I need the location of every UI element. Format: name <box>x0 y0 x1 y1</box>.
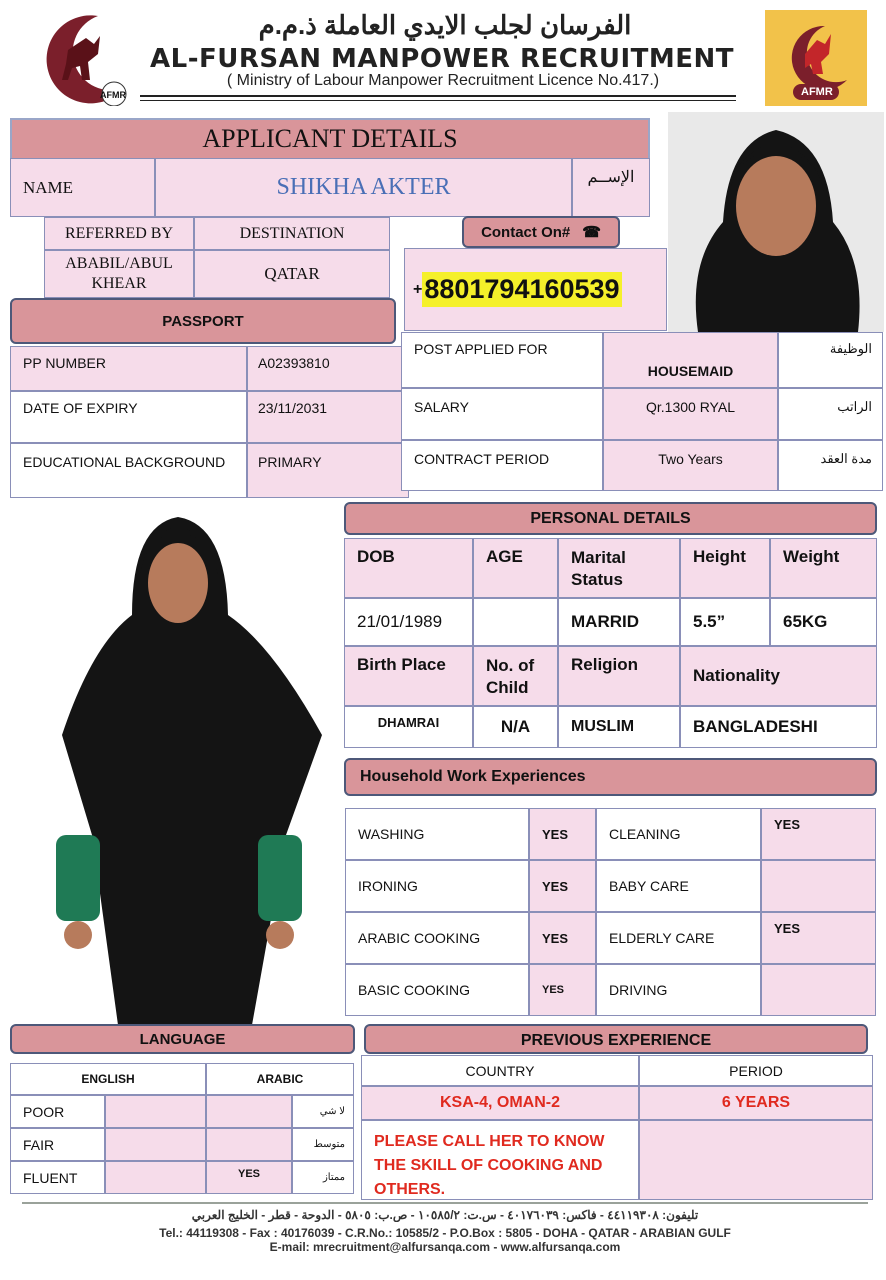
driving-value <box>761 964 876 1016</box>
weight-value: 65KG <box>770 598 877 646</box>
previous-experience-title: PREVIOUS EXPERIENCE <box>364 1024 868 1054</box>
marital-label: Marital Status <box>558 538 680 598</box>
contact-number[interactable]: 8801794160539 <box>422 272 621 307</box>
lang-fair-arabic <box>206 1128 292 1161</box>
salary-value: Qr.1300 RYAL <box>603 388 778 440</box>
lang-fluent-arabic-label: ممتاز <box>292 1161 354 1194</box>
header-rule <box>140 95 736 97</box>
birth-place-label: Birth Place <box>344 646 473 706</box>
ironing-label: IRONING <box>345 860 529 912</box>
country-header: COUNTRY <box>361 1055 639 1086</box>
footer-arabic-line: تليفون: ٤٤١١٩٣٠٨ - فاكس: ٤٠١٧٦٠٣٩ - س.ت: ١٠٥٨٥/٢ - ص.ب: ٥٨٠٥ - الدوحة - قطر - الخليج العربي <box>191 1208 699 1222</box>
language-header-arabic: ARABIC <box>206 1063 354 1095</box>
arabic-cooking-label: ARABIC COOKING <box>345 912 529 964</box>
footer-email-line: E-mail: mrecruitment@alfursanqa.com - www.alfursanqa.com <box>269 1240 621 1254</box>
period-value: 6 YEARS <box>639 1086 873 1120</box>
lang-poor-arabic-label: لا شي <box>292 1095 354 1128</box>
company-name: AL-FURSAN MANPOWER RECRUITMENT <box>150 44 734 74</box>
company-logo-left <box>28 10 136 106</box>
lang-fair-label: FAIR <box>10 1128 105 1161</box>
household-title: Household Work Experiences <box>344 758 877 796</box>
education-value: PRIMARY <box>247 443 409 498</box>
ironing-value: YES <box>529 860 596 912</box>
applicant-full-photo <box>22 505 340 1025</box>
referred-by-value: ABABIL/ABUL KHEAR <box>44 250 194 298</box>
washing-value: YES <box>529 808 596 860</box>
height-value: 5.5” <box>680 598 770 646</box>
pp-number-value: A02393810 <box>247 346 409 391</box>
washing-label: WASHING <box>345 808 529 860</box>
licence-line: ( Ministry of Labour Manpower Recruitment Licence No.417.) <box>226 72 660 89</box>
lang-poor-label: POOR <box>10 1095 105 1128</box>
religion-label: Religion <box>558 646 680 706</box>
post-arabic-label: الوظيفة <box>778 332 883 388</box>
post-value: HOUSEMAID <box>603 332 778 388</box>
experience-note: PLEASE CALL HER TO KNOW THE SKILL OF COOKING AND OTHERS. <box>361 1120 639 1200</box>
children-value: N/A <box>473 706 558 748</box>
salary-arabic-label: الراتب <box>778 388 883 440</box>
lang-fluent-english <box>105 1161 206 1194</box>
lang-poor-arabic <box>206 1095 292 1128</box>
logo-right-text: AFMR <box>801 86 833 98</box>
children-label: No. of Child <box>473 646 558 706</box>
experience-note-blank <box>639 1120 873 1200</box>
country-value: KSA-4, OMAN-2 <box>361 1086 639 1120</box>
logo-left-text: AFMR <box>100 90 126 100</box>
lang-poor-english <box>105 1095 206 1128</box>
company-name-arabic: الفرسان لجلب الايدي العاملة ذ.م.م <box>258 10 632 40</box>
post-label: POST APPLIED FOR <box>401 332 603 388</box>
language-title: LANGUAGE <box>10 1024 355 1054</box>
personal-details-title: PERSONAL DETAILS <box>344 502 877 535</box>
cleaning-label: CLEANING <box>596 808 761 860</box>
period-header: PERIOD <box>639 1055 873 1086</box>
basic-cooking-value: YES <box>529 964 596 1016</box>
language-header-english: ENGLISH <box>10 1063 206 1095</box>
elderly-care-value: YES <box>761 912 876 964</box>
age-label: AGE <box>473 538 558 598</box>
footer-contact-line: Tel.: 44119308 - Fax : 40176039 - C.R.No.: 10585/2 - P.O.Box : 5805 - DOHA - QATAR - ARABIAN GULF <box>159 1226 731 1240</box>
weight-label: Weight <box>770 538 877 598</box>
religion-value: MUSLIM <box>558 706 680 748</box>
destination-value: QATAR <box>194 250 390 298</box>
cleaning-value: YES <box>761 808 876 860</box>
destination-label: DESTINATION <box>194 217 390 250</box>
lang-fair-english <box>105 1128 206 1161</box>
basic-cooking-label: BASIC COOKING <box>345 964 529 1016</box>
contract-arabic-label: مدة العقد <box>778 440 883 491</box>
lang-fluent-arabic: YES <box>206 1161 292 1194</box>
applicant-details-title: APPLICANT DETAILS <box>10 118 650 160</box>
baby-care-label: BABY CARE <box>596 860 761 912</box>
name-label: NAME <box>10 158 155 217</box>
driving-label: DRIVING <box>596 964 761 1016</box>
height-label: Height <box>680 538 770 598</box>
header-rule-2 <box>140 100 736 101</box>
nationality-label: Nationality <box>680 646 877 706</box>
dob-value: 21/01/1989 <box>344 598 473 646</box>
contact-number-box[interactable]: + 8801794160539 <box>404 248 667 331</box>
birth-place-value: DHAMRAI <box>344 706 473 748</box>
pp-number-label: PP NUMBER <box>10 346 247 391</box>
salary-label: SALARY <box>401 388 603 440</box>
passport-title: PASSPORT <box>10 298 396 344</box>
company-logo-right <box>765 10 867 106</box>
elderly-care-label: ELDERLY CARE <box>596 912 761 964</box>
marital-value: MARRID <box>558 598 680 646</box>
age-value <box>473 598 558 646</box>
contract-label: CONTRACT PERIOD <box>401 440 603 491</box>
phone-icon: ☎ <box>582 224 601 241</box>
lang-fluent-label: FLUENT <box>10 1161 105 1194</box>
name-arabic-label: الإســم <box>572 158 650 217</box>
applicant-portrait-photo <box>668 112 884 332</box>
expiry-label: DATE OF EXPIRY <box>10 391 247 443</box>
lang-fair-arabic-label: متوسط <box>292 1128 354 1161</box>
baby-care-value <box>761 860 876 912</box>
footer-rule <box>22 1202 868 1204</box>
applicant-name: SHIKHA AKTER <box>155 158 572 217</box>
contract-value: Two Years <box>603 440 778 491</box>
nationality-value: BANGLADESHI <box>680 706 877 748</box>
dob-label: DOB <box>344 538 473 598</box>
referred-by-label: REFERRED BY <box>44 217 194 250</box>
expiry-value: 23/11/2031 <box>247 391 409 443</box>
arabic-cooking-value: YES <box>529 912 596 964</box>
contact-label-box: Contact On# ☎ <box>462 216 620 248</box>
education-label: EDUCATIONAL BACKGROUND <box>10 443 247 498</box>
